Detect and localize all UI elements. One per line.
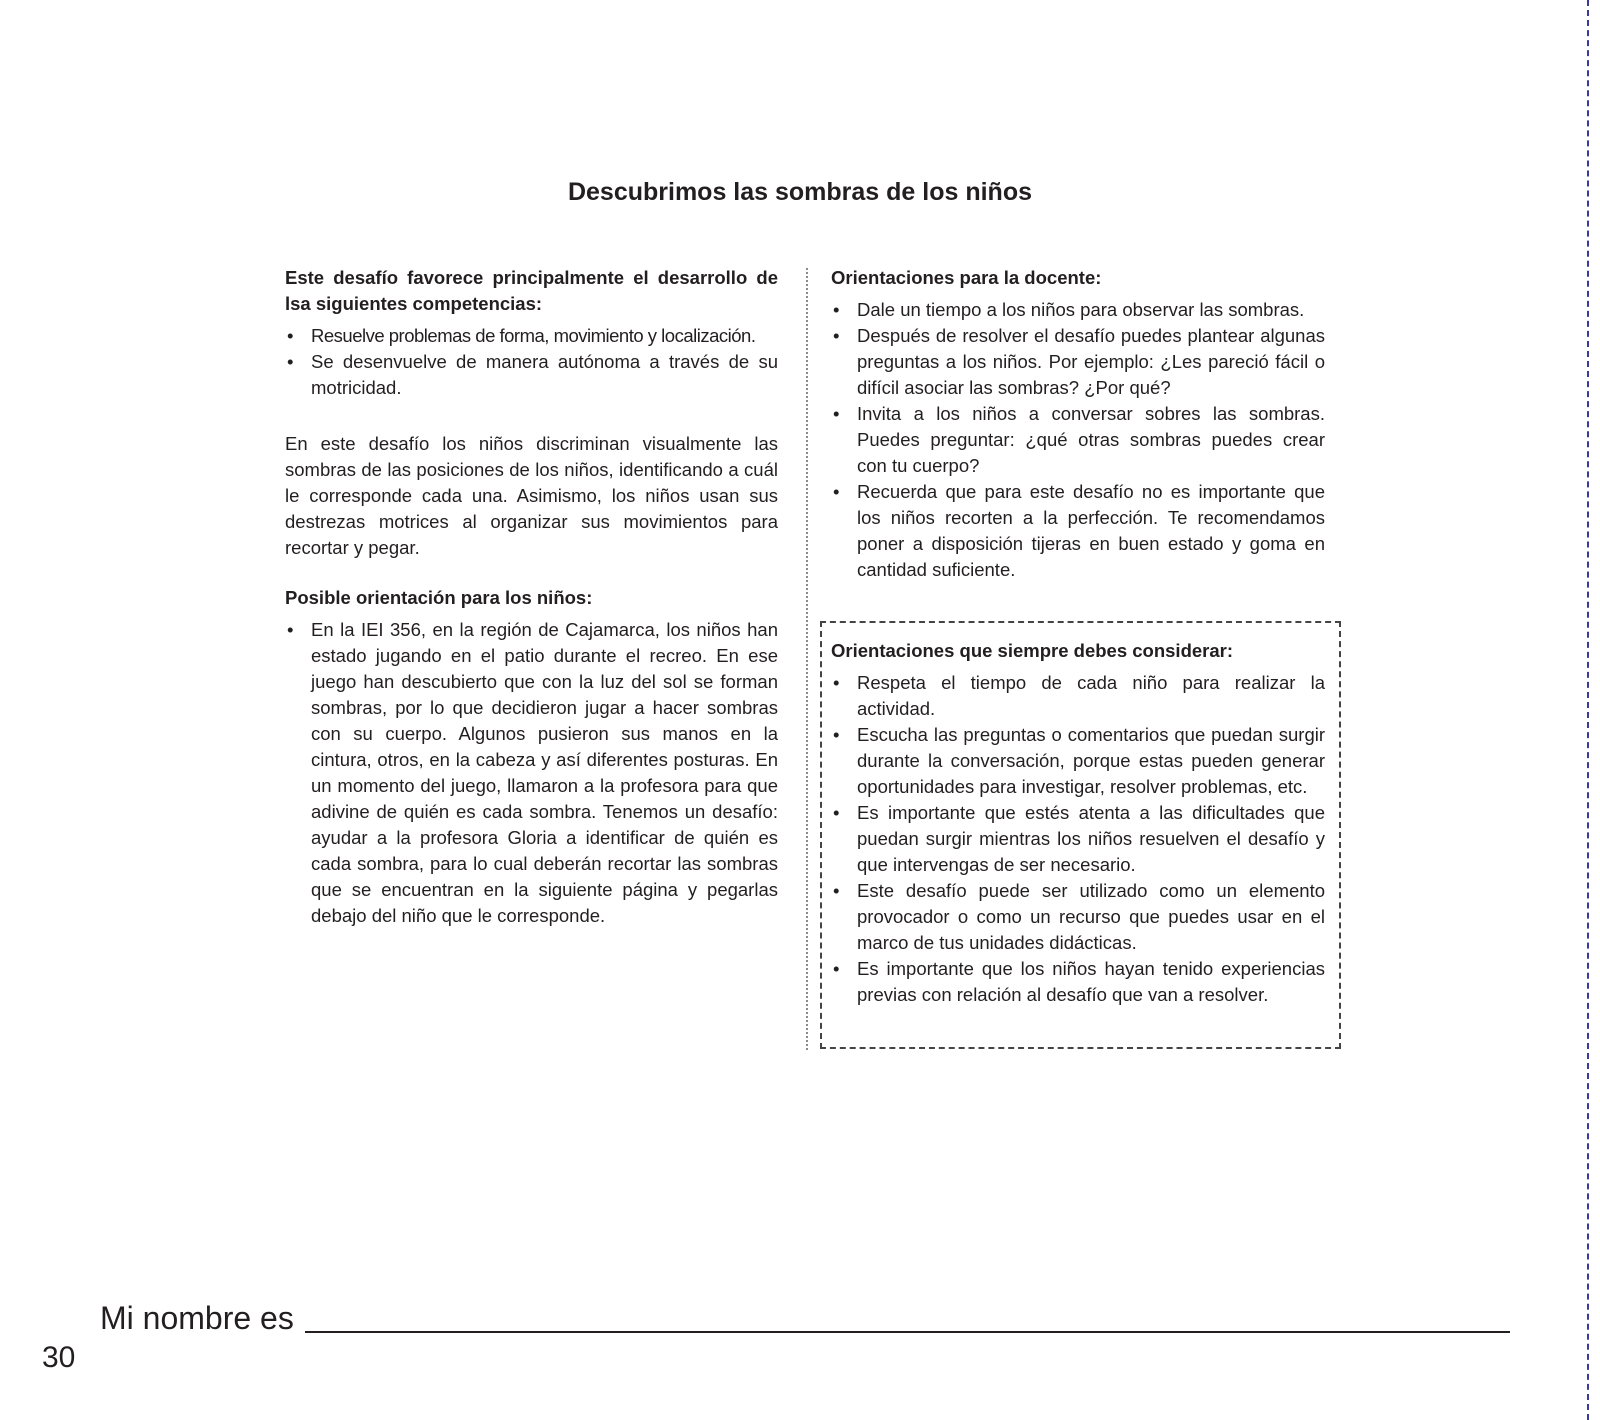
list-item: [831, 722, 1325, 800]
list-item-text: Invita a los niños a conversar sobres las sombras. Puedes preguntar: ¿qué otras sombras puedes crear con tu cuerpo?: [857, 403, 1325, 476]
page-title: Descubrimos las sombras de los niños: [567, 178, 1033, 206]
list-item: [831, 297, 1325, 323]
always-heading: Orientaciones que siempre debes considerar:: [831, 640, 1234, 661]
cut-line: [1587, 0, 1589, 1420]
name-label: Mi nombre es: [100, 1300, 294, 1336]
bullet-icon: •: [833, 880, 840, 901]
bullet-icon: •: [833, 958, 840, 979]
list-item-text: Recuerda que para este desafío no es importante que los niños recorten a la perfección. Te recomendamos poner a disposición tijeras en buen estado y goma en cantidad suficiente.: [857, 481, 1325, 580]
list-item-text: En la IEI 356, en la región de Cajamarca, los niños han estado jugando en el patio durante el recreo. En ese juego han descubierto que con la luz del sol se forman sombras, por lo que decidieron jugar a hacer sombras con su cuerpo. Algunos pusieron sus manos en la cintura, otros, en la cabeza y así diferentes posturas. En un momento del juego, llamaron a la profesora para que adivine de quién es cada sombra. Tenemos un desafío: ayudar a la profesora Gloria a identificar de quién es cada sombra, para lo cual deberán recortar las sombras que se encuentran en la siguiente página y pegarlas debajo del niño que le corresponde.: [311, 619, 778, 926]
list-item: [831, 956, 1325, 1008]
always-list: [831, 670, 1325, 1008]
teacher-heading: Orientaciones para la docente:: [831, 267, 1102, 288]
considerations-content: [831, 638, 1325, 1008]
bullet-icon: •: [833, 672, 840, 693]
bullet-icon: •: [287, 619, 294, 640]
right-column: [831, 265, 1325, 583]
list-item: [285, 349, 778, 401]
list-item-text: Es importante que los niños hayan tenido experiencias previas con relación al desafío que van a resolver.: [857, 958, 1325, 1005]
list-item: [831, 479, 1325, 583]
list-item-text: Después de resolver el desafío puedes plantear algunas preguntas a los niños. Por ejemplo: ¿Les pareció fácil o difícil asociar las sombras? ¿Por qué?: [857, 325, 1325, 398]
list-item: [831, 670, 1325, 722]
orientation-heading: Posible orientación para los niños:: [285, 587, 593, 608]
column-divider: [806, 268, 808, 1050]
bullet-icon: •: [833, 481, 840, 502]
list-item: [831, 323, 1325, 401]
description-paragraph: En este desafío los niños discriminan visualmente las sombras de las posiciones de los niños, identificando a cuál le corresponde cada una. Asimismo, los niños usan sus destrezas motrices al organizar sus movimientos para recortar y pegar.: [285, 433, 778, 558]
list-item-text: Respeta el tiempo de cada niño para realizar la actividad.: [857, 672, 1325, 719]
bullet-icon: •: [833, 325, 840, 346]
list-item: [831, 401, 1325, 479]
list-item-text: Escucha las preguntas o comentarios que puedan surgir durante la conversación, porque estas pueden generar oportunidades para investigar, resolver problemas, etc.: [857, 724, 1325, 797]
bullet-icon: •: [833, 299, 840, 320]
name-write-line[interactable]: [305, 1331, 1510, 1333]
list-item: [831, 878, 1325, 956]
left-column: [285, 265, 778, 929]
list-item-text: Resuelve problemas de forma, movimiento y localización.: [311, 325, 756, 346]
list-item: [285, 617, 778, 929]
competencies-heading: Este desafío favorece principalmente el desarrollo de lsa siguientes competencias:: [285, 267, 778, 314]
list-item: [285, 323, 778, 349]
orientation-list: [285, 617, 778, 929]
teacher-list: [831, 297, 1325, 583]
list-item: [831, 800, 1325, 878]
list-item-text: Este desafío puede ser utilizado como un elemento provocador o como un recurso que puedes usar en el marco de tus unidades didácticas.: [857, 880, 1325, 953]
list-item-text: Dale un tiempo a los niños para observar las sombras.: [857, 299, 1305, 320]
bullet-icon: •: [833, 403, 840, 424]
bullet-icon: •: [287, 325, 293, 346]
bullet-icon: •: [287, 351, 294, 372]
bullet-icon: •: [833, 802, 840, 823]
page-number: 30: [42, 1341, 76, 1374]
competencies-list: [285, 323, 778, 401]
list-item-text: Es importante que estés atenta a las dificultades que puedan surgir mientras los niños resuelven el desafío y que intervengas de ser necesario.: [857, 802, 1325, 875]
bullet-icon: •: [833, 724, 840, 745]
list-item-text: Se desenvuelve de manera autónoma a través de su motricidad.: [311, 351, 778, 398]
